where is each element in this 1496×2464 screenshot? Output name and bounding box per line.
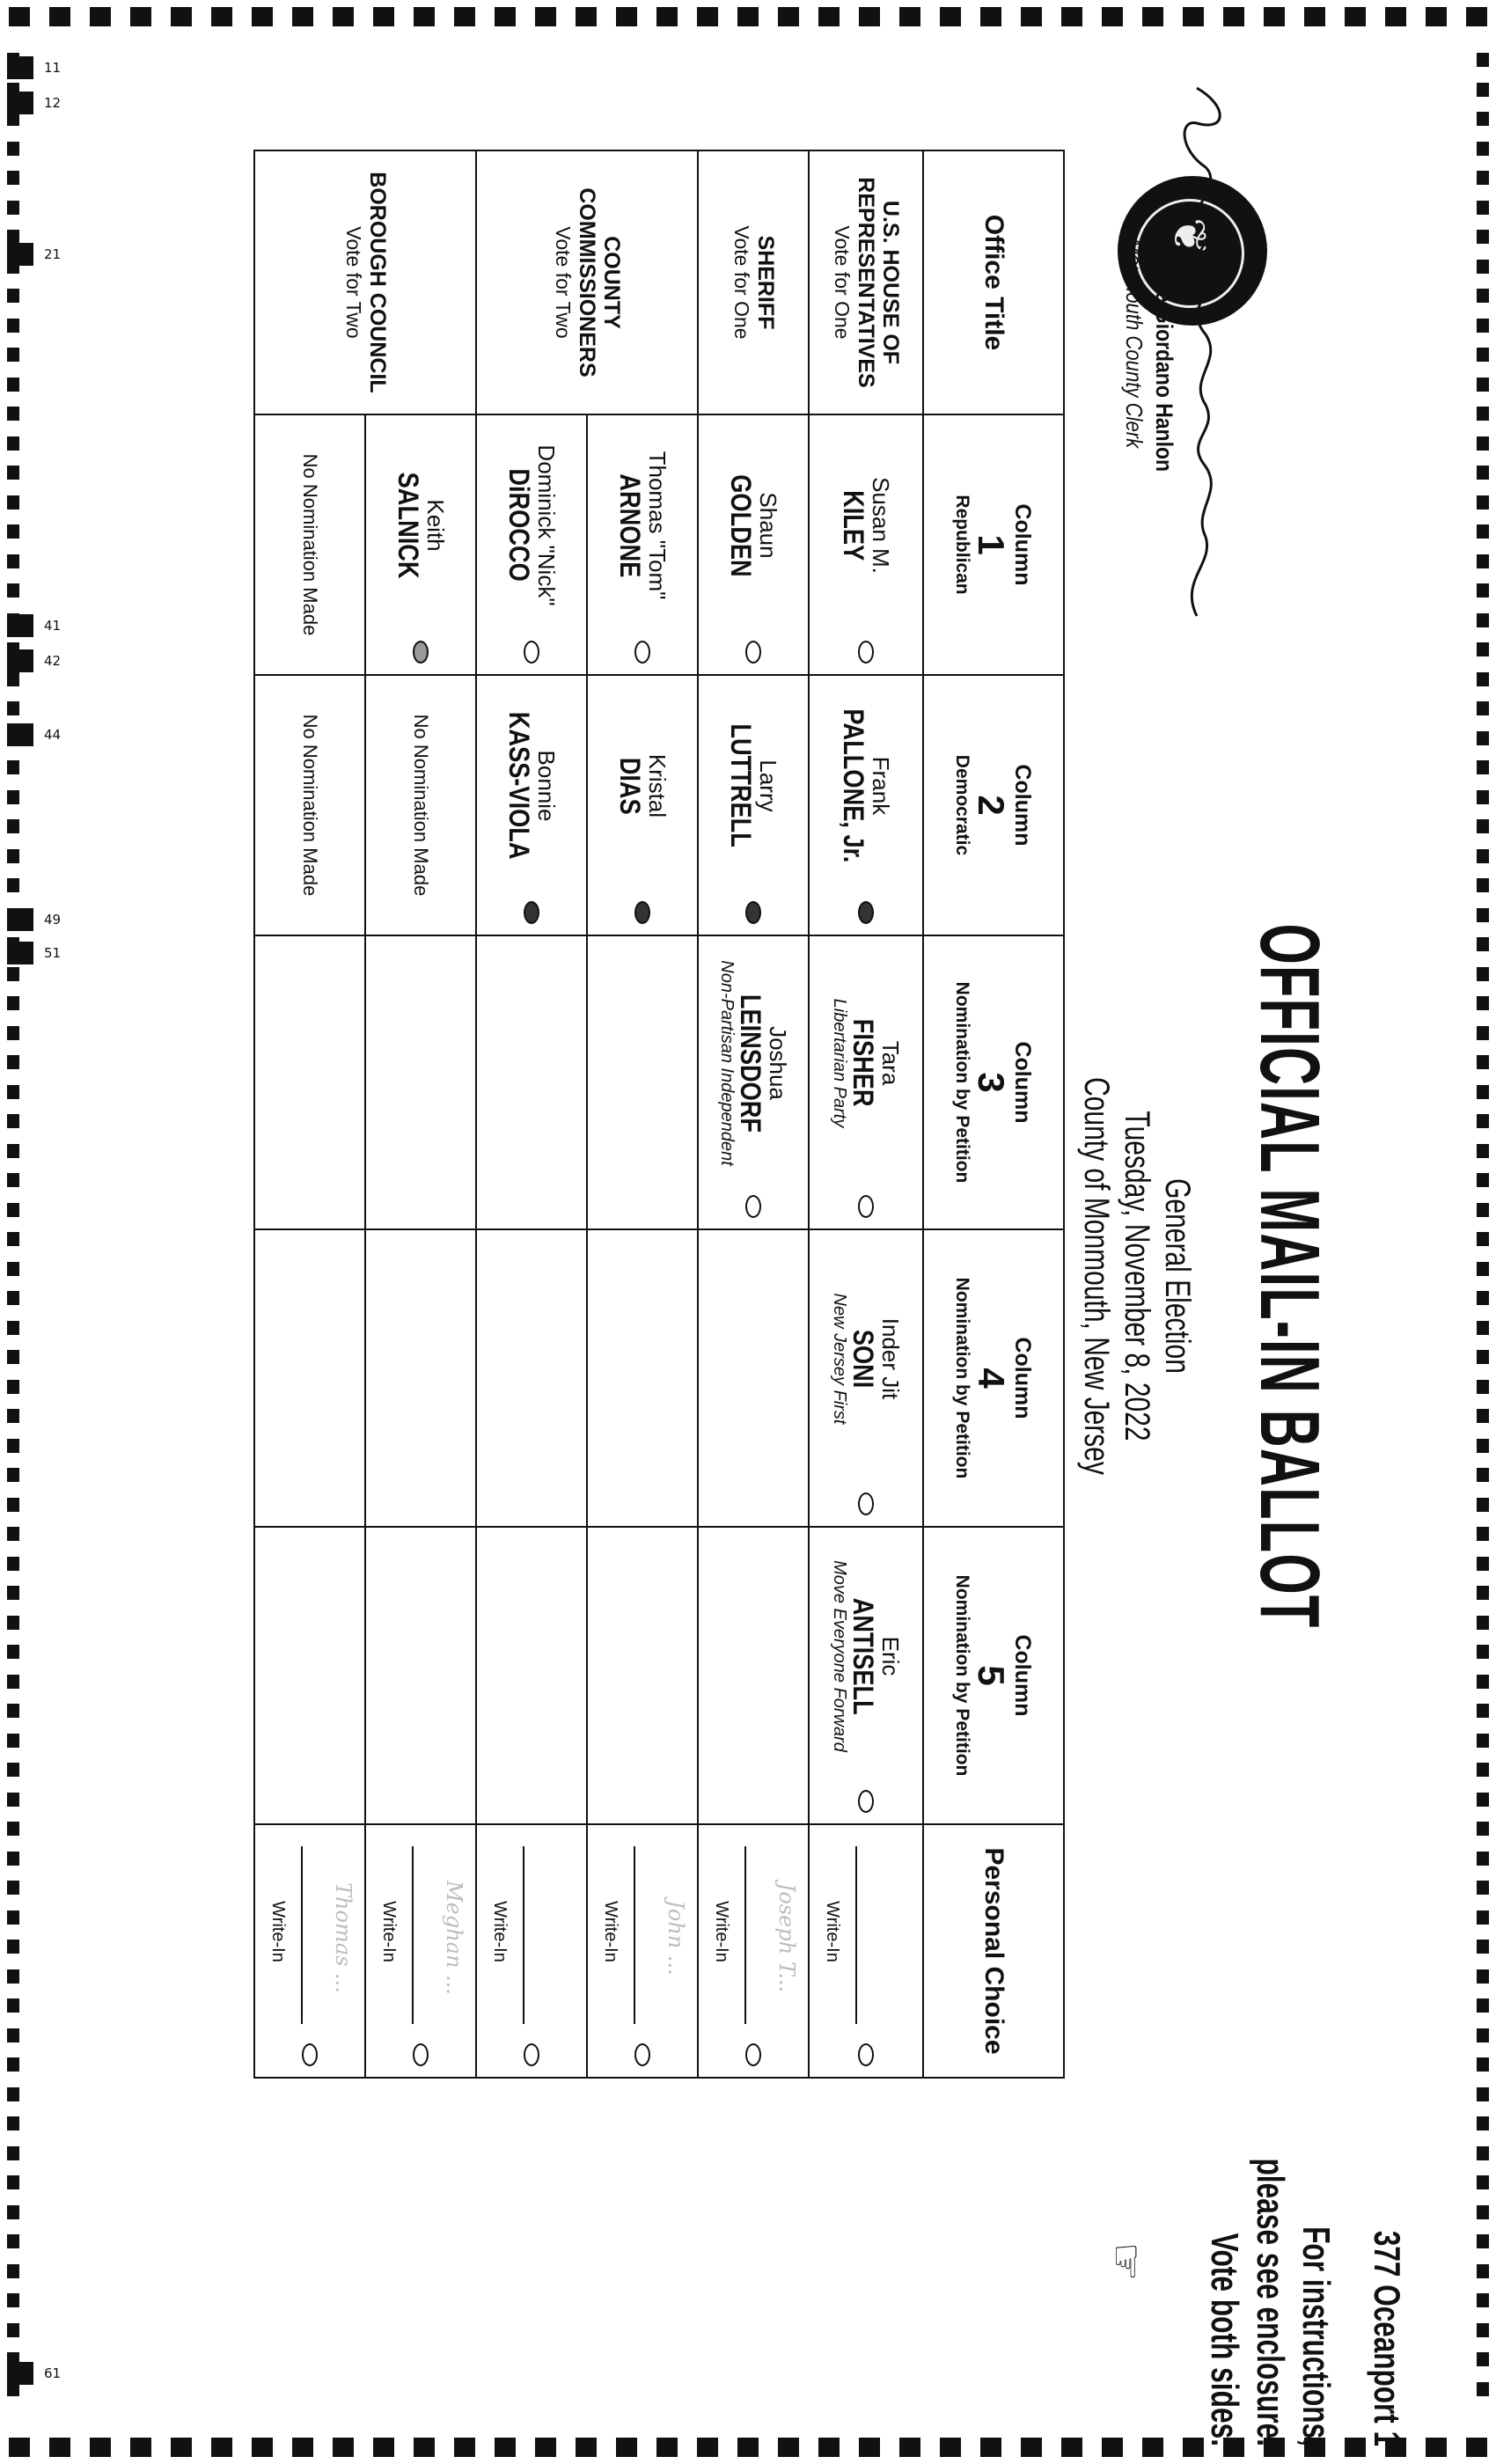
candidate-first-name: Tara: [876, 1040, 904, 1086]
write-in-line[interactable]: [855, 1846, 857, 2024]
ballot-table: [253, 150, 1065, 2079]
write-in-cell[interactable]: [809, 1824, 923, 2078]
candidate-last-name: KASS-VIOLA: [503, 712, 536, 860]
candidate-cell: [254, 1229, 365, 1527]
candidate-cell[interactable]: [809, 935, 923, 1229]
column-number: 4: [971, 1368, 1013, 1389]
timing-mark-label: 51: [44, 945, 62, 961]
candidate: [477, 676, 586, 896]
election-name: General Election: [1158, 1178, 1197, 1374]
vote-oval[interactable]: [745, 2043, 761, 2066]
column-header-5: [923, 1527, 1064, 1824]
clerk-title: Monmouth County Clerk: [1121, 238, 1148, 449]
candidate-first-name: Keith: [422, 499, 449, 552]
write-in-handwriting: Meghan ...: [442, 1881, 466, 1995]
no-nomination-text: No Nomination Made: [299, 714, 321, 897]
candidate-first-name: Kristal: [643, 753, 671, 818]
candidate-cell[interactable]: [809, 1527, 923, 1824]
timing-mark-label: 49: [44, 912, 62, 928]
write-in-label: Write-In: [823, 1901, 842, 1962]
office-title-label: Office Title: [979, 214, 1008, 351]
write-in-cell[interactable]: [365, 1824, 476, 2078]
write-in-label: Write-In: [379, 1901, 399, 1962]
column-party: Nomination by Petition: [952, 1574, 973, 1777]
candidate-cell[interactable]: [698, 414, 809, 675]
candidate: [477, 415, 586, 635]
candidate-last-name: LEINSDORF: [735, 994, 767, 1133]
vote-for: Vote for One: [730, 225, 753, 340]
vote-oval[interactable]: [745, 641, 761, 664]
write-in-line[interactable]: [744, 1846, 746, 2024]
timing-mark-label: 42: [44, 653, 62, 669]
clerk-name: Christine Giordano Hanlon: [1151, 214, 1177, 472]
instructions-line-1: For instructions,: [1294, 2226, 1338, 2446]
vote-oval[interactable]: [524, 901, 539, 924]
candidate-party: Move Everyone Forward: [830, 1560, 850, 1752]
personal-choice-label: Personal Choice: [979, 1847, 1008, 2055]
write-in-handwriting: Thomas ...: [331, 1882, 356, 1993]
candidate-cell: [587, 1527, 698, 1824]
candidate-last-name: DIAS: [614, 757, 647, 815]
office-row: [476, 150, 587, 2078]
candidate-party: Libertarian Party: [830, 998, 850, 1128]
candidate-first-name: Thomas "Tom": [643, 451, 671, 600]
column-number: 2: [971, 795, 1013, 816]
office-title: [476, 150, 698, 414]
vote-oval[interactable]: [858, 1492, 874, 1515]
vote-oval[interactable]: [858, 641, 874, 664]
vote-oval[interactable]: [302, 2043, 318, 2066]
candidate-first-name: Bonnie: [532, 750, 560, 822]
timing-mark-label: 21: [44, 246, 62, 262]
candidate-cell[interactable]: [698, 675, 809, 935]
header-row: [923, 150, 1064, 2078]
office-name: U.S. HOUSE OF REPRESENTATIVES: [854, 177, 903, 388]
write-in-line[interactable]: [523, 1846, 524, 2024]
candidate-cell: [254, 414, 365, 675]
candidate: [810, 676, 922, 896]
candidate: [810, 936, 922, 1190]
candidate-last-name: LUTTRELL: [725, 723, 758, 848]
office-row: [365, 150, 476, 2078]
column-number: 1: [971, 534, 1013, 555]
candidate-cell[interactable]: [587, 675, 698, 935]
office-title: [809, 150, 923, 414]
candidate: [810, 1230, 922, 1487]
candidate-cell: [698, 1229, 809, 1527]
write-in-cell[interactable]: [254, 1824, 365, 2078]
candidate: [366, 415, 475, 635]
column-label: Column: [1010, 503, 1036, 586]
candidate-first-name: Eric: [876, 1636, 904, 1676]
write-in-cell[interactable]: [587, 1824, 698, 2078]
election-date: Tuesday, November 8, 2022: [1118, 1111, 1156, 1441]
candidate-cell: [365, 1527, 476, 1824]
vote-oval[interactable]: [634, 641, 650, 664]
candidate-first-name: Frank: [867, 756, 894, 816]
candidate-last-name: ANTISELL: [847, 1597, 880, 1715]
timing-mark-label: 41: [44, 618, 62, 634]
candidate-cell[interactable]: [476, 675, 587, 935]
column-number: 5: [971, 1665, 1013, 1686]
no-nomination-text: No Nomination Made: [410, 714, 432, 897]
timing-mark-label: 12: [44, 95, 62, 111]
column-header-4: [923, 1229, 1064, 1527]
vote-for: Vote for One: [831, 225, 854, 340]
office-row: [809, 150, 923, 2078]
candidate-cell: [476, 1527, 587, 1824]
office-row: [587, 150, 698, 2078]
personal-choice-header: [923, 1824, 1064, 2078]
candidate-cell[interactable]: [698, 935, 809, 1229]
candidate-cell: [254, 935, 365, 1229]
candidate-cell[interactable]: [365, 414, 476, 675]
office-title: [254, 150, 476, 414]
candidate-cell[interactable]: [587, 414, 698, 675]
column-party: Democratic: [952, 754, 973, 856]
candidate-cell: [254, 675, 365, 935]
column-header-2: [923, 675, 1064, 935]
candidate: [699, 676, 808, 896]
candidate-cell: [365, 935, 476, 1229]
office-title: [698, 150, 809, 414]
vote-for: Vote for Two: [341, 226, 365, 339]
candidate-first-name: Dominick "Nick": [532, 444, 560, 606]
candidate-last-name: SALNICK: [392, 472, 425, 579]
precinct-label: 377 Oceanport 1: [1367, 2230, 1408, 2446]
candidate-party: New Jersey First: [830, 1293, 850, 1425]
column-party: Republican: [952, 495, 973, 595]
office-name: SHERIFF: [753, 235, 779, 330]
candidate-first-name: Shaun: [754, 492, 781, 559]
office-name: COUNTY COMMISSIONERS: [575, 187, 624, 378]
candidate-last-name: GOLDEN: [725, 473, 758, 577]
candidate-cell: [365, 675, 476, 935]
write-in-label: Write-In: [601, 1901, 620, 1962]
vote-oval[interactable]: [858, 2043, 874, 2066]
candidate-cell: [254, 1527, 365, 1824]
vote-oval[interactable]: [413, 641, 429, 664]
candidate-cell: [476, 935, 587, 1229]
office-row: [254, 150, 365, 2078]
vote-oval[interactable]: [858, 1195, 874, 1218]
candidate: [699, 936, 808, 1190]
column-label: Column: [1010, 1041, 1036, 1124]
pointing-hand-icon: ☞: [1102, 2241, 1151, 2282]
column-label: Column: [1010, 764, 1036, 847]
candidate-party: Non-Partisan Independent: [717, 960, 737, 1166]
candidate-cell: [698, 1527, 809, 1824]
candidate: [810, 1528, 922, 1785]
write-in-label: Write-In: [490, 1901, 510, 1962]
timing-mark-label: 61: [44, 2365, 62, 2381]
column-header-3: [923, 935, 1064, 1229]
candidate-last-name: FISHER: [847, 1019, 880, 1107]
instructions-line-2: please see enclosure.: [1249, 2158, 1292, 2446]
candidate-last-name: PALLONE, Jr.: [838, 708, 870, 863]
county-seal-icon: ❦: [1118, 176, 1267, 326]
candidate-cell[interactable]: [476, 414, 587, 675]
write-in-line[interactable]: [634, 1846, 635, 2024]
write-in-cell[interactable]: [476, 1824, 587, 2078]
candidate-last-name: ARNONE: [614, 473, 647, 577]
timing-mark-label: 11: [44, 60, 62, 76]
column-label: Column: [1010, 1634, 1036, 1717]
candidate: [699, 415, 808, 635]
instructions-line-3: Vote both sides.: [1203, 2233, 1246, 2446]
candidate-first-name: Larry: [754, 759, 781, 812]
office-name: BOROUGH COUNCIL: [365, 172, 391, 393]
column-header-1: [923, 414, 1064, 675]
candidate-cell[interactable]: [809, 414, 923, 675]
candidate-first-name: Susan M.: [867, 477, 894, 574]
candidate-cell: [587, 935, 698, 1229]
column-label: Column: [1010, 1337, 1036, 1419]
column-party: Nomination by Petition: [952, 981, 973, 1184]
vote-oval[interactable]: [524, 2043, 539, 2066]
timing-mark-label: 44: [44, 727, 62, 743]
write-in-label: Write-In: [712, 1901, 731, 1962]
candidate: [810, 415, 922, 635]
candidate-cell: [587, 1229, 698, 1527]
column-party: Nomination by Petition: [952, 1277, 973, 1479]
vote-oval[interactable]: [634, 2043, 650, 2066]
candidate-cell[interactable]: [809, 675, 923, 935]
vote-oval[interactable]: [524, 641, 539, 664]
write-in-line[interactable]: [301, 1846, 303, 2024]
vote-for: Vote for Two: [552, 226, 575, 339]
vote-oval[interactable]: [745, 901, 761, 924]
write-in-label: Write-In: [268, 1901, 288, 1962]
candidate-cell: [476, 1229, 587, 1527]
candidate-cell: [365, 1229, 476, 1527]
office-title-header: [923, 150, 1064, 414]
office-row: [698, 150, 809, 2078]
candidate-cell[interactable]: [809, 1229, 923, 1527]
ballot-title: OFFICIAL MAIL-IN BALLOT: [1243, 923, 1337, 1629]
vote-oval[interactable]: [634, 901, 650, 924]
no-nomination-text: No Nomination Made: [299, 453, 321, 636]
election-county: County of Monmouth, New Jersey: [1077, 1077, 1116, 1475]
write-in-line[interactable]: [412, 1846, 414, 2024]
candidate-first-name: Joshua: [764, 1026, 791, 1100]
candidate-last-name: DiROCCO: [503, 468, 536, 583]
vote-oval[interactable]: [858, 1790, 874, 1813]
candidate-first-name: Inder Jit: [876, 1317, 904, 1400]
candidate: [588, 676, 697, 896]
clerk-signature-icon: [1170, 70, 1232, 634]
vote-oval[interactable]: [858, 901, 874, 924]
write-in-handwriting: John ...: [664, 1900, 688, 1976]
write-in-cell[interactable]: [698, 1824, 809, 2078]
column-number: 3: [971, 1072, 1013, 1093]
candidate-last-name: KILEY: [838, 489, 870, 561]
candidate-last-name: SONI: [847, 1329, 880, 1389]
vote-oval[interactable]: [413, 2043, 429, 2066]
vote-oval[interactable]: [745, 1195, 761, 1218]
write-in-handwriting: Joseph T...: [774, 1882, 799, 1993]
candidate: [588, 415, 697, 635]
